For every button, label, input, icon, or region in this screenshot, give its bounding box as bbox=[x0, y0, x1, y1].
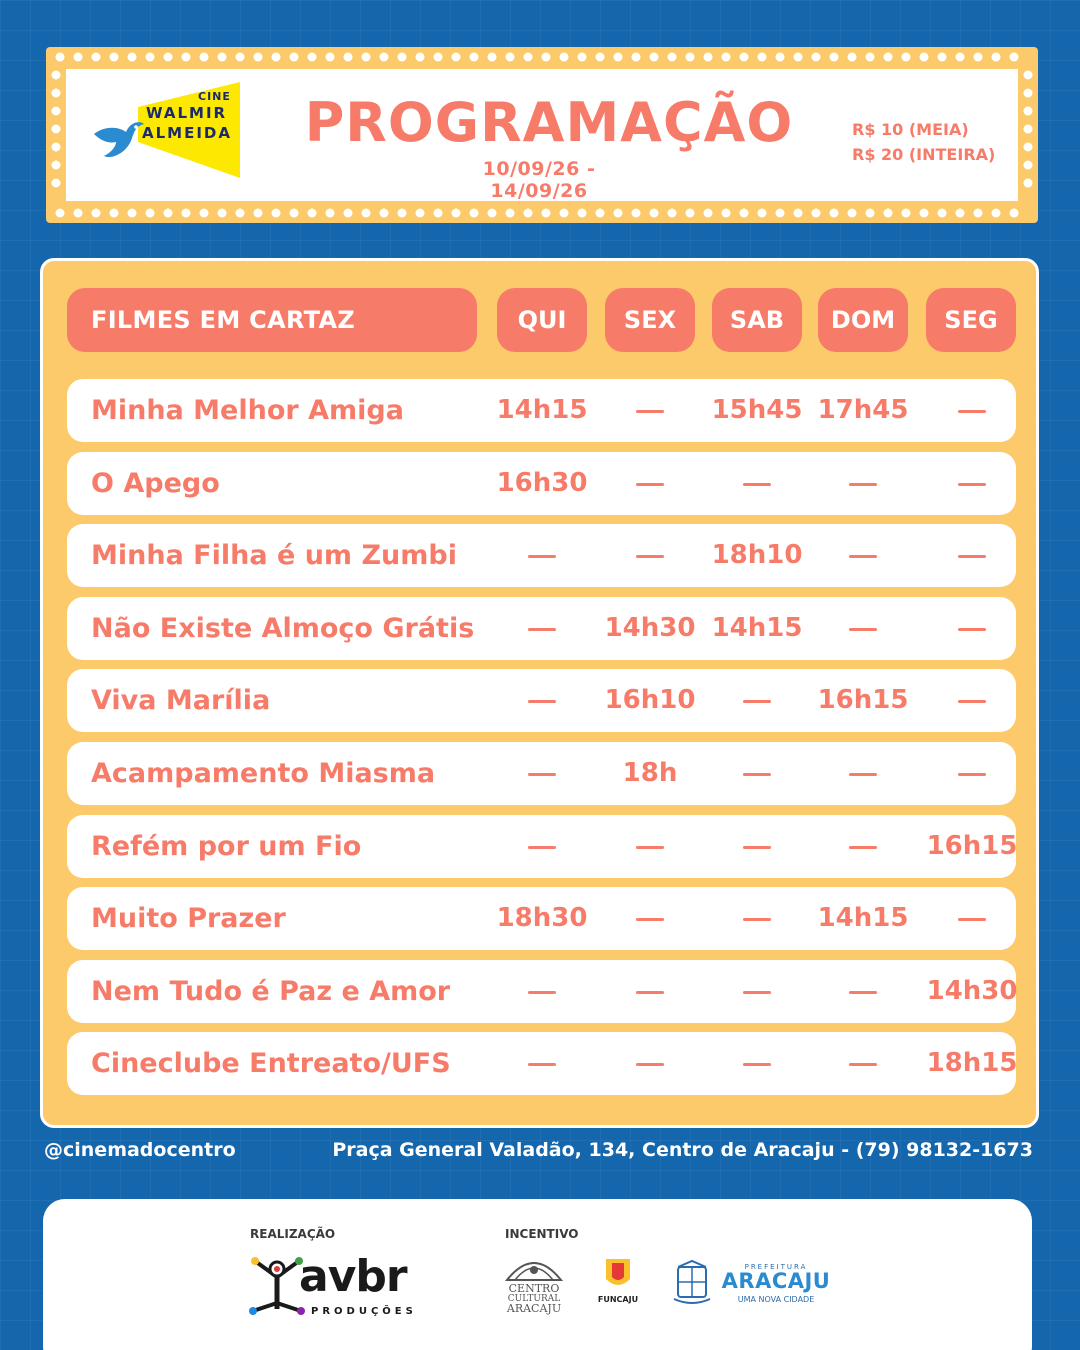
no-session-dash bbox=[958, 410, 986, 413]
no-session-dash bbox=[849, 773, 877, 776]
marquee-bulb bbox=[668, 53, 677, 62]
marquee-bulb bbox=[218, 53, 227, 62]
marquee-bulb bbox=[866, 209, 875, 218]
marquee-bulb bbox=[398, 209, 407, 218]
marquee-bulb bbox=[524, 209, 533, 218]
marquee-bulb bbox=[830, 209, 839, 218]
marquee-bulb bbox=[416, 209, 425, 218]
marquee-bulb bbox=[974, 209, 983, 218]
marquee-bulb bbox=[236, 53, 245, 62]
no-session-dash bbox=[849, 846, 877, 849]
showtime-sex: 16h10 bbox=[604, 685, 696, 716]
marquee-bulb bbox=[722, 209, 731, 218]
film-title: Minha Melhor Amiga bbox=[91, 395, 404, 426]
marquee-bulb bbox=[938, 209, 947, 218]
marquee-bulb bbox=[416, 53, 425, 62]
price-full: R$ 20 (INTEIRA) bbox=[852, 145, 996, 164]
film-title: Viva Marília bbox=[91, 685, 271, 717]
schedule-row bbox=[67, 379, 1016, 442]
header-marquee bbox=[46, 47, 1038, 223]
day-header-qui: QUI bbox=[497, 288, 587, 352]
marquee-bulb bbox=[758, 53, 767, 62]
showtime-sex: 18h bbox=[622, 758, 678, 788]
marquee-bulb bbox=[650, 209, 659, 218]
marquee-bulb bbox=[830, 53, 839, 62]
marquee-bulb bbox=[380, 209, 389, 218]
marquee-bulb bbox=[884, 53, 893, 62]
avbr-subtitle: PRODUÇÕES bbox=[311, 1306, 417, 1317]
centro-cultural-icon bbox=[501, 1254, 567, 1282]
marquee-bulb bbox=[56, 209, 65, 218]
marquee-bulb bbox=[272, 209, 281, 218]
marquee-bulb bbox=[1024, 71, 1033, 80]
marquee-bulb bbox=[578, 53, 587, 62]
logo-cine: CINE bbox=[198, 90, 231, 103]
no-session-dash bbox=[528, 773, 556, 776]
no-session-dash bbox=[743, 483, 771, 486]
aracaju-slogan: UMA NOVA CIDADE bbox=[737, 1295, 815, 1304]
day-header-sex: SEX bbox=[605, 288, 695, 352]
centro-cultural-line1: CENTRO bbox=[508, 1282, 560, 1295]
avbr-logo bbox=[247, 1251, 427, 1321]
marquee-bulb bbox=[272, 53, 281, 62]
centro-cultural-line2: CULTURAL bbox=[507, 1294, 561, 1304]
logo-almeida: ALMEIDA bbox=[142, 124, 232, 142]
marquee-bulb bbox=[848, 53, 857, 62]
no-session-dash bbox=[958, 918, 986, 921]
marquee-bulb bbox=[74, 53, 83, 62]
marquee-bulb bbox=[182, 53, 191, 62]
marquee-bulb bbox=[542, 53, 551, 62]
marquee-bulb bbox=[992, 209, 1001, 218]
film-title: Não Existe Almoço Grátis bbox=[91, 612, 475, 644]
marquee-bulb bbox=[902, 53, 911, 62]
marquee-bulb bbox=[488, 53, 497, 62]
marquee-bulb bbox=[920, 53, 929, 62]
funcaju-label: FUNCAJU bbox=[597, 1295, 639, 1304]
marquee-bulb bbox=[56, 53, 65, 62]
no-session-dash bbox=[958, 628, 986, 631]
marquee-bulb bbox=[254, 53, 263, 62]
aracaju-crest-icon bbox=[672, 1259, 712, 1305]
marquee-bulb bbox=[362, 53, 371, 62]
marquee-bulb bbox=[506, 53, 515, 62]
film-title: Acampamento Miasma bbox=[91, 758, 436, 789]
marquee-bulb bbox=[650, 53, 659, 62]
prefeitura-label: PREFEITURA bbox=[744, 1263, 808, 1271]
marquee-bulb bbox=[164, 53, 173, 62]
no-session-dash bbox=[849, 555, 877, 558]
marquee-bulb bbox=[794, 209, 803, 218]
no-session-dash bbox=[849, 991, 877, 994]
marquee-bulb bbox=[434, 209, 443, 218]
no-session-dash bbox=[849, 628, 877, 631]
no-session-dash bbox=[958, 555, 986, 558]
marquee-bulb bbox=[542, 209, 551, 218]
showtime-seg: 18h15 bbox=[926, 1048, 1018, 1079]
film-title: Refém por um Fio bbox=[91, 830, 362, 862]
marquee-bulb bbox=[92, 53, 101, 62]
schedule-row bbox=[67, 742, 1016, 805]
marquee-bulb bbox=[344, 53, 353, 62]
no-session-dash bbox=[743, 991, 771, 994]
showtime-dom: 16h15 bbox=[817, 685, 909, 716]
schedule-row bbox=[67, 1032, 1016, 1095]
marquee-bulb bbox=[380, 53, 389, 62]
marquee-bulb bbox=[326, 53, 335, 62]
schedule-row bbox=[67, 597, 1016, 660]
marquee-bulb bbox=[74, 209, 83, 218]
marquee-bulb bbox=[938, 53, 947, 62]
day-header-sab: SAB bbox=[712, 288, 802, 352]
marquee-bulb bbox=[560, 53, 569, 62]
marquee-bulb bbox=[920, 209, 929, 218]
marquee-bulb bbox=[362, 209, 371, 218]
no-session-dash bbox=[528, 628, 556, 631]
marquee-bulb bbox=[974, 53, 983, 62]
logo-walmir: WALMIR bbox=[146, 104, 228, 122]
marquee-bulb bbox=[812, 209, 821, 218]
marquee-bulb bbox=[218, 209, 227, 218]
prefeitura-aracaju-logo bbox=[721, 1263, 831, 1308]
no-session-dash bbox=[528, 846, 556, 849]
marquee-bulb bbox=[146, 209, 155, 218]
marquee-bulb bbox=[488, 209, 497, 218]
no-session-dash bbox=[743, 773, 771, 776]
no-session-dash bbox=[636, 483, 664, 486]
funcaju-shield-icon bbox=[590, 1257, 646, 1293]
marquee-bulb bbox=[434, 53, 443, 62]
schedule-row bbox=[67, 452, 1016, 515]
marquee-bulb bbox=[52, 71, 61, 80]
day-header-dom: DOM bbox=[818, 288, 908, 352]
no-session-dash bbox=[958, 773, 986, 776]
marquee-bulb bbox=[758, 209, 767, 218]
incentivo-label: INCENTIVO bbox=[505, 1227, 579, 1241]
marquee-bulb bbox=[596, 209, 605, 218]
marquee-bulb bbox=[722, 53, 731, 62]
marquee-bulb bbox=[992, 53, 1001, 62]
marquee-bulb bbox=[776, 53, 785, 62]
no-session-dash bbox=[743, 918, 771, 921]
showtime-sab: 18h10 bbox=[711, 540, 803, 571]
marquee-bulb bbox=[686, 53, 695, 62]
marquee-bulb bbox=[632, 53, 641, 62]
schedule-row bbox=[67, 524, 1016, 587]
showtime-dom: 14h15 bbox=[817, 903, 909, 934]
marquee-bulb bbox=[290, 209, 299, 218]
address: Praça General Valadão, 134, Centro de Aracaju - (79) 98132-1673 bbox=[332, 1139, 1033, 1161]
marquee-bulb bbox=[632, 209, 641, 218]
film-title: Muito Prazer bbox=[91, 903, 286, 935]
marquee-bulb bbox=[470, 209, 479, 218]
avbr-network-icon bbox=[247, 1251, 307, 1321]
funcaju-logo bbox=[590, 1257, 646, 1317]
marquee-bulb bbox=[110, 53, 119, 62]
marquee-bulb bbox=[560, 209, 569, 218]
marquee-bulb bbox=[704, 209, 713, 218]
schedule-row bbox=[67, 960, 1016, 1023]
marquee-bulb bbox=[794, 53, 803, 62]
showtime-sab: 14h15 bbox=[711, 612, 803, 643]
marquee-bulb bbox=[308, 53, 317, 62]
film-title: Nem Tudo é Paz e Amor bbox=[91, 975, 451, 1007]
realizacao-label: REALIZAÇÃO bbox=[250, 1227, 336, 1241]
marquee-bulb bbox=[52, 179, 61, 188]
marquee-bulb bbox=[1010, 209, 1019, 218]
marquee-bulb bbox=[344, 209, 353, 218]
no-session-dash bbox=[743, 700, 771, 703]
centro-cultural-line3: ARACAJU bbox=[506, 1302, 562, 1315]
marquee-bulb bbox=[776, 209, 785, 218]
showtime-sex: 14h30 bbox=[604, 612, 696, 643]
marquee-bulb bbox=[200, 53, 209, 62]
marquee-bulb bbox=[326, 209, 335, 218]
schedule-row bbox=[67, 815, 1016, 878]
films-header: FILMES EM CARTAZ bbox=[67, 288, 477, 352]
no-session-dash bbox=[528, 700, 556, 703]
marquee-bulb bbox=[884, 209, 893, 218]
showtime-dom: 17h45 bbox=[817, 395, 909, 425]
date-range: 10/09/26 - 14/09/26 bbox=[482, 158, 596, 202]
no-session-dash bbox=[528, 991, 556, 994]
marquee-bulb bbox=[506, 209, 515, 218]
marquee-bulb bbox=[902, 209, 911, 218]
no-session-dash bbox=[958, 700, 986, 703]
marquee-bulb bbox=[704, 53, 713, 62]
film-title: Cineclube Entreato/UFS bbox=[91, 1048, 451, 1080]
no-session-dash bbox=[636, 991, 664, 994]
marquee-bulb bbox=[146, 53, 155, 62]
centro-cultural-logo bbox=[501, 1254, 567, 1318]
schedule-row bbox=[67, 887, 1016, 950]
marquee-bulb bbox=[236, 209, 245, 218]
marquee-bulb bbox=[1024, 161, 1033, 170]
social-handle: @cinemadocentro bbox=[44, 1139, 236, 1161]
marquee-bulb bbox=[182, 209, 191, 218]
prices bbox=[852, 117, 995, 167]
marquee-bulb bbox=[1010, 53, 1019, 62]
marquee-bulb bbox=[470, 53, 479, 62]
marquee-bulb bbox=[254, 209, 263, 218]
showtime-sab: 15h45 bbox=[711, 395, 803, 425]
showtime-qui: 18h30 bbox=[496, 903, 588, 934]
marquee-bulb bbox=[848, 209, 857, 218]
marquee-bulb bbox=[290, 53, 299, 62]
marquee-bulb bbox=[200, 209, 209, 218]
marquee-bulb bbox=[128, 53, 137, 62]
page-title: PROGRAMAÇÃO bbox=[304, 91, 794, 154]
marquee-bulb bbox=[614, 209, 623, 218]
no-session-dash bbox=[743, 846, 771, 849]
no-session-dash bbox=[636, 846, 664, 849]
no-session-dash bbox=[528, 555, 556, 558]
marquee-bulb bbox=[52, 161, 61, 170]
marquee-bulb bbox=[686, 209, 695, 218]
marquee-bulb bbox=[740, 209, 749, 218]
marquee-bulb bbox=[956, 209, 965, 218]
marquee-bulb bbox=[128, 209, 137, 218]
marquee-bulb bbox=[308, 209, 317, 218]
marquee-bulb bbox=[740, 53, 749, 62]
no-session-dash bbox=[636, 1063, 664, 1066]
no-session-dash bbox=[528, 1063, 556, 1066]
marquee-bulb bbox=[578, 209, 587, 218]
film-title: Minha Filha é um Zumbi bbox=[91, 540, 457, 572]
no-session-dash bbox=[743, 1063, 771, 1066]
schedule-panel bbox=[40, 258, 1039, 1128]
no-session-dash bbox=[636, 918, 664, 921]
marquee-bulb bbox=[452, 209, 461, 218]
marquee-bulb bbox=[110, 209, 119, 218]
price-half: R$ 10 (MEIA) bbox=[852, 120, 969, 139]
no-session-dash bbox=[849, 1063, 877, 1066]
no-session-dash bbox=[849, 483, 877, 486]
marquee-bulb bbox=[866, 53, 875, 62]
marquee-bulb bbox=[614, 53, 623, 62]
aracaju-wordmark: ARACAJU bbox=[721, 1269, 831, 1293]
marquee-bulb bbox=[812, 53, 821, 62]
day-header-seg: SEG bbox=[926, 288, 1016, 352]
marquee-bulb bbox=[668, 209, 677, 218]
showtime-seg: 14h30 bbox=[926, 975, 1018, 1006]
no-session-dash bbox=[636, 410, 664, 413]
no-session-dash bbox=[636, 555, 664, 558]
marquee-bulb bbox=[956, 53, 965, 62]
no-session-dash bbox=[958, 483, 986, 486]
marquee-bulb bbox=[1024, 179, 1033, 188]
marquee-bulb bbox=[524, 53, 533, 62]
showtime-qui: 16h30 bbox=[496, 467, 588, 498]
marquee-bulb bbox=[596, 53, 605, 62]
showtime-qui: 14h15 bbox=[496, 395, 588, 425]
showtime-seg: 16h15 bbox=[926, 830, 1018, 861]
marquee-bulb bbox=[452, 53, 461, 62]
schedule-row bbox=[67, 669, 1016, 732]
marquee-bulb bbox=[164, 209, 173, 218]
film-title: O Apego bbox=[91, 467, 220, 499]
avbr-wordmark: avbr bbox=[299, 1251, 407, 1302]
sponsors-panel bbox=[43, 1199, 1032, 1350]
marquee-bulb bbox=[92, 209, 101, 218]
marquee-bulb bbox=[398, 53, 407, 62]
